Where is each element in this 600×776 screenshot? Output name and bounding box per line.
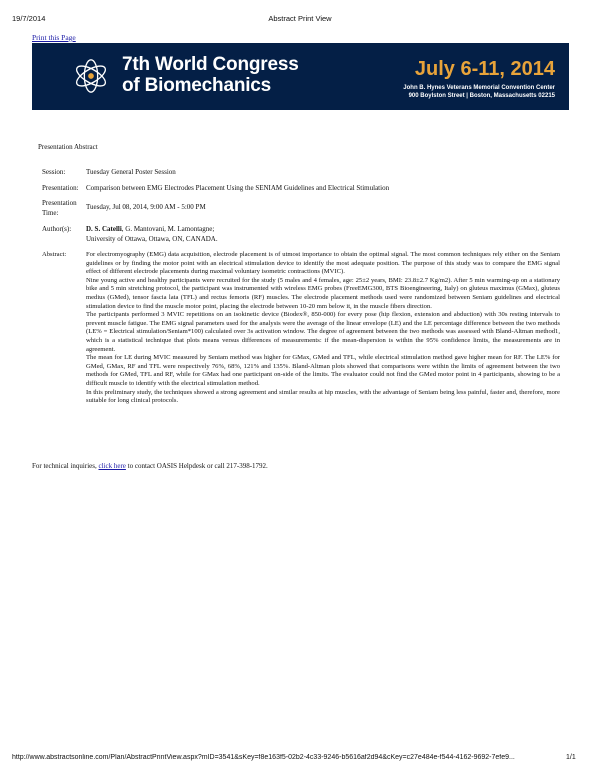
congress-title-line1: 7th World Congress xyxy=(122,54,299,75)
footer-url: http://www.abstractsonline.com/Plan/AbstractPrintView.aspx?mID=3541&sKey=f8e163f5-02b2-4c33-9246-b5616af2d94&cKey=c27e484e-f544-4162-9692-7efe9... xyxy=(12,754,515,761)
abstract-paragraph: In this preliminary study, the techniques showed a strong agreement and similar results at hip muscles, with the advantage of Seniam being less painful, faster and, therefore, more suitable for long clinical protocols. xyxy=(86,388,560,405)
congress-venue xyxy=(403,84,555,100)
congress-banner xyxy=(32,43,569,110)
print-page-link[interactable]: Print this Page xyxy=(32,33,76,42)
authors-label: Author(s): xyxy=(42,225,72,233)
authors-row xyxy=(42,225,572,244)
congress-dates: July 6-11, 2014 xyxy=(414,58,555,80)
tech-text-after: to contact OASIS Helpdesk or call 217-398-1792. xyxy=(125,462,268,470)
co-authors: , G. Mantovani, M. Lamontagne; xyxy=(121,225,215,233)
abstract-body xyxy=(86,251,560,406)
presentation-value: Comparison between EMG Electrodes Placement Using the SENIAM Guidelines and Electrical Stimulation xyxy=(86,184,390,192)
abstract-label: Abstract: xyxy=(42,251,67,258)
tech-text-before: For technical inquiries, xyxy=(32,462,99,470)
header-date: 19/7/2014 xyxy=(12,14,46,23)
section-title: Presentation Abstract xyxy=(38,143,98,151)
presentation-row xyxy=(42,184,572,194)
session-value: Tuesday General Poster Session xyxy=(86,168,176,176)
session-label: Session: xyxy=(42,168,66,176)
session-row xyxy=(42,168,572,178)
time-label-line1: Presentation xyxy=(42,199,77,207)
time-label-line2: Time: xyxy=(42,208,59,217)
time-value: Tuesday, Jul 08, 2014, 9:00 AM - 5:00 PM xyxy=(86,203,206,211)
abstract-paragraph: The participants performed 3 MVIC repetitions on an isokinetic device (Biodex®, 850-000) for every pose (hip flexion, extension and abduction) with 30s resting intervals to prevent muscle fatigue. The EMG signal parameters used for the analysis were the average of the linear envelope (LE) and the LE percentage difference between the two methods (LE% = Electrical stimulation/Seniam*100) calculated over 3s activation window. The degree of agreement between the two methods was assessed with Bland-Altman method1, which is a statistical technique that plots means versus differences of measurements: if the mean-dispersion is within the 95% confidence limits, the measurements are in agreement. xyxy=(86,311,560,353)
technical-inquiries xyxy=(32,462,268,470)
header-title: Abstract Print View xyxy=(268,14,332,23)
time-label xyxy=(42,199,86,218)
click-here-link[interactable]: click here xyxy=(98,462,126,470)
authors-value xyxy=(86,225,572,244)
time-row xyxy=(42,199,572,218)
affiliation: University of Ottawa, Ottawa, ON, CANADA. xyxy=(86,234,218,243)
abstract-paragraph: The mean for LE during MVIC measured by Seniam method was higher for GMax, GMed and TFL, while electrical stimulation method gave higher mean for RF. The LE% for GMed, GMax, RF and TFL were respectively 76%, 68%, 121% and 135%. Bland-Altman plots showed that comparisons were within the limits of agreement between the two methods for GMed, TFL and RF, while for GMax had one participant on-side of the limits. The evaluator could not find the GMed motor point in 4 participants, showing to be a difficult muscle to identify with the electrical stimulation method. xyxy=(86,354,560,387)
venue-line1: John B. Hynes Veterans Memorial Convention Center xyxy=(403,85,555,91)
abstract-row xyxy=(42,251,572,406)
footer-page-number: 1/1 xyxy=(566,754,576,761)
presentation-label: Presentation: xyxy=(42,184,79,192)
congress-logo-icon xyxy=(72,57,110,95)
abstract-paragraph: For electromyography (EMG) data acquisition, electrode placement is of utmost importance to obtain the optimal signal. The most common techniques rely either on the Seniam guidelines or by finding the motor point with an electrical stimulation device to identify the most adequate position. The purpose of this study was to compare the EMG signal effect of different electrode placements during maximal voluntary isometric contractions (MVIC). xyxy=(86,251,560,276)
presenting-author: D. S. Catelli xyxy=(86,225,122,233)
venue-line2: 900 Boylston Street | Boston, Massachusetts 02215 xyxy=(408,93,555,99)
congress-title xyxy=(122,54,299,96)
congress-title-line2: of Biomechanics xyxy=(122,75,272,96)
abstract-paragraph: Nine young active and healthy participants were recruited for the study (5 males and 4 females, age: 25±2 years, BMI: 23.8±2.7 Kg/m2). After 5 min warming-up on a stationary bike and 5 min stretching protocol, the participant was instrumented with wireless EMG probes (FreeEMG300, BTS Bioengineering, Italy) on gluteus maximus (GMax), gluteus medius (GMed), tensor fascia lata (TFL) and rectus femoris (RF) muscles. The electrode placement methods used were randomized between Seniam guidelines and electrical stimulation device to find the muscle motor point, placing the electrode between 10-20 mm below it, in the muscle fibers direction. xyxy=(86,276,560,310)
